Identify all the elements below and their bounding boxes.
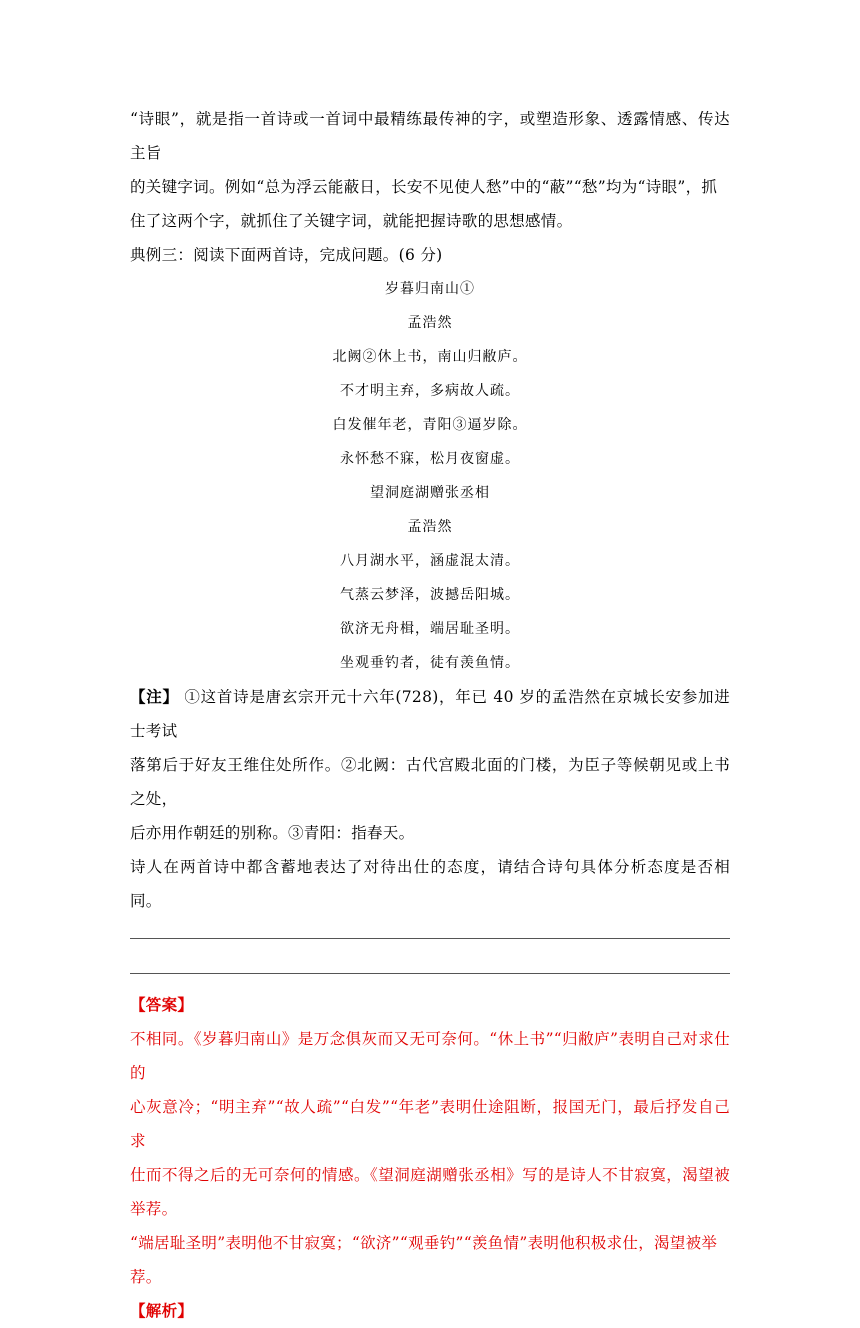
poem-2-line: 气蒸云梦泽，波撼岳阳城。 (340, 587, 520, 603)
spacer (130, 918, 730, 938)
poem-1-line: 不才明主弃，多病故人疏。 (340, 383, 520, 399)
intro-line-1: “诗眼”，就是指一首诗或一首词中最精练最传神的字，或塑造形象、透露情感、传达主旨 (130, 110, 730, 162)
answer-line-3: 仕而不得之后的无可奈何的情感。《望洞庭湖赠张丞相》写的是诗人不甘寂寞，渴望被举荐。 (130, 1166, 730, 1218)
spacer (130, 939, 730, 973)
intro-line-2: 的关键字词。例如“总为浮云能蔽日，长安不见使人愁”中的“蔽”“愁”均为“诗眼”，抓 (130, 178, 718, 196)
poem-2-line: 欲济无舟楫，端居耻圣明。 (340, 621, 520, 637)
poem-1-author: 孟浩然 (407, 315, 453, 331)
poem-2-title: 望洞庭湖赠张丞相 (370, 485, 490, 501)
note-line-2: 落第后于好友王维住处所作。②北阙：古代宫殿北面的门楼，为臣子等候朝见或上书之处， (130, 756, 730, 808)
poem-1-title: 岁暮归南山① (385, 281, 475, 297)
poem-1-line: 永怀愁不寐，松月夜窗虚。 (340, 451, 520, 467)
spacer (130, 974, 730, 988)
poem-2-line: 八月湖水平，涵虚混太清。 (340, 553, 520, 569)
answer-line-1: 不相同。《岁暮归南山》是万念俱灰而又无可奈何。“休上书”“归敝庐”表明自己对求仕的 (130, 1030, 730, 1082)
note-line-1 (130, 680, 730, 748)
answer-line-5: 荐。 (130, 1268, 162, 1286)
note-line-3: 后亦用作朝廷的别称。③青阳：指春天。 (130, 824, 415, 842)
poem-1 (130, 272, 730, 476)
example-heading: 典例三：阅读下面两首诗，完成问题。(6 分) (130, 246, 443, 264)
poem-2 (130, 476, 730, 680)
answer-line-2: 心灰意冷；“明主弃”“故人疏”“白发”“年老”表明仕途阻断，报国无门，最后抒发自己求 (130, 1098, 730, 1150)
document-page (130, 102, 730, 1328)
question-text: 诗人在两首诗中都含蓄地表达了对待出仕的态度，请结合诗句具体分析态度是否相同。 (130, 858, 730, 910)
intro-line-3: 住了这两个字，就抓住了关键字词，就能把握诗歌的思想感情。 (130, 212, 573, 230)
poem-1-line: 白发催年老，青阳③逼岁除。 (332, 417, 528, 433)
poem-1-line: 北阙②休上书，南山归敝庐。 (332, 349, 528, 365)
answer-label: 【答案】 (130, 995, 194, 1014)
note-text-1: ①这首诗是唐玄宗开元十六年(728)，年已 40 岁的孟浩然在京城长安参加进士考试 (130, 688, 731, 740)
note-label: 【注】 (130, 687, 179, 706)
poem-2-author: 孟浩然 (407, 519, 453, 535)
analysis-label: 【解析】 (130, 1301, 194, 1320)
answer-line-4: “端居耻圣明”表明他不甘寂寞；“欲济”“观垂钓”“羡鱼情”表明他积极求仕，渴望被举 (130, 1234, 718, 1252)
poem-2-line: 坐观垂钓者，徒有羡鱼情。 (340, 655, 520, 671)
